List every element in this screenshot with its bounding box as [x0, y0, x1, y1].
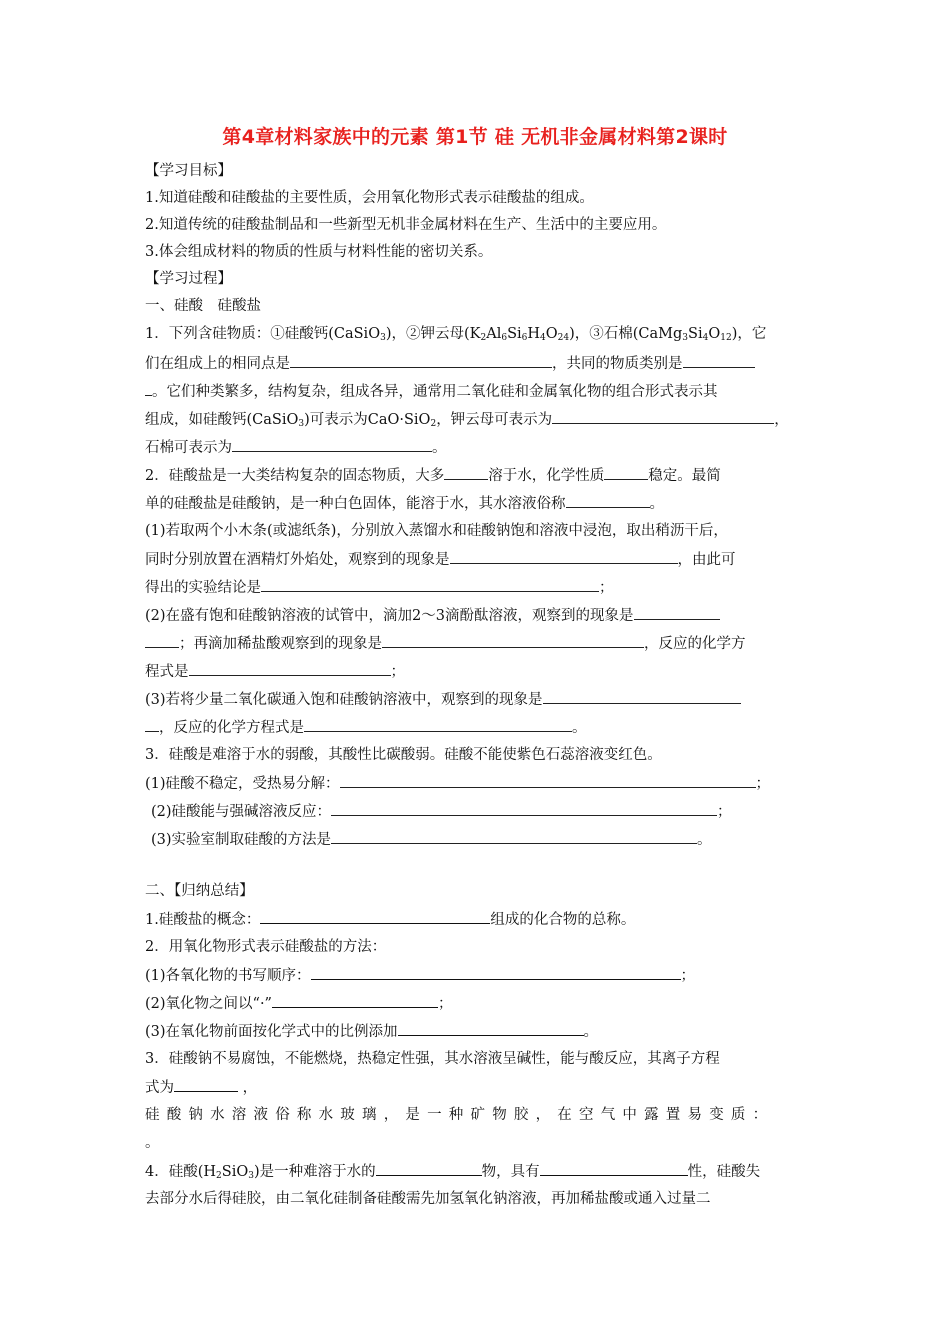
summary-1: 1.硅酸盐的概念： 组成的化合物的总称。 — [145, 909, 635, 930]
answer-blank[interactable] — [145, 633, 179, 648]
summary-3-line-1: 3．硅酸钠不易腐蚀，不能燃烧，热稳定性强，其水溶液呈碱性，能与酸反应，其离子方程 — [145, 1051, 720, 1067]
goals-heading: 【学习目标】 — [145, 163, 232, 179]
answer-blank[interactable] — [566, 493, 650, 508]
goal-item-3: 3.体会组成材料的物质的性质与材料性能的密切关系。 — [145, 244, 493, 260]
q3-part-3: (3)实验室制取硅酸的方法是 。 — [151, 829, 712, 850]
goal-item-1: 1.知道硅酸和硅酸盐的主要性质，会用氧化物形式表示硅酸盐的组成。 — [145, 190, 594, 206]
q2-part-1-line-1: (1)若取两个小木条(或滤纸条)，分别放入蒸馏水和硅酸钠饱和溶液中浸泡，取出稍沥干后， — [145, 523, 728, 539]
answer-blank[interactable] — [444, 465, 488, 480]
q2-part-2-line-2: ；再滴加稀盐酸观察到的现象是 ，反应的化学方 — [145, 633, 746, 654]
summary-3-line-4: 。 — [145, 1135, 160, 1151]
summary-4-line-2: 去部分水后得硅胶，由二氧化硅制备硅酸需先加氢氧化钠溶液，再加稀盐酸或通入过量二 — [145, 1191, 711, 1207]
answer-blank[interactable] — [340, 773, 756, 788]
answer-blank[interactable] — [232, 437, 432, 452]
answer-blank[interactable] — [331, 801, 717, 816]
goal-item-2: 2.知道传统的硅酸盐制品和一些新型无机非金属材料在生产、生活中的主要应用。 — [145, 217, 667, 233]
answer-blank[interactable] — [311, 965, 681, 980]
q1-line-5: 石棉可表示为 。 — [145, 437, 447, 458]
q1-line-4: 组成，如硅酸钙(CaSiO$_3$)可表示为CaO·SiO$_2$，钾云母可表示为 ， — [145, 409, 789, 430]
summary-2: 2．用氧化物形式表示硅酸盐的方法： — [145, 939, 387, 955]
summary-2-part-2: (2)氧化物之间以“·” ； — [145, 993, 452, 1014]
answer-blank[interactable] — [145, 381, 152, 396]
answer-blank[interactable] — [290, 353, 552, 368]
q3-line-1: 3．硅酸是难溶于水的弱酸，其酸性比碳酸弱。硅酸不能使紫色石蕊溶液变红色。 — [145, 747, 662, 763]
answer-blank[interactable] — [398, 1021, 584, 1036]
summary-heading: 二、【归纳总结】 — [145, 883, 254, 899]
q2-part-2-line-1: (2)在盛有饱和硅酸钠溶液的试管中，滴加2～3滴酚酞溶液，观察到的现象是 — [145, 605, 720, 626]
answer-blank[interactable] — [382, 633, 644, 648]
answer-blank[interactable] — [543, 689, 741, 704]
answer-blank[interactable] — [272, 993, 438, 1008]
q2-part-3-line-2: ，反应的化学方程式是 。 — [145, 717, 587, 738]
summary-2-part-3: (3)在氧化物前面按化学式中的比例添加 。 — [145, 1021, 598, 1042]
answer-blank[interactable] — [540, 1161, 688, 1176]
summary-4-line-1: 4．硅酸$(H_2SiO_3)$是一种难溶于水的 物，具有 性，硅酸失 — [145, 1161, 760, 1182]
summary-3-line-2: 式为 ， — [145, 1077, 257, 1098]
answer-blank[interactable] — [145, 717, 159, 732]
q1-line-2: 们在组成上的相同点是 ，共同的物质类别是 — [145, 353, 755, 374]
q2-part-2-line-3: 程式是 ； — [145, 661, 405, 682]
q3-part-1: (1)硅酸不稳定，受热易分解： ； — [145, 773, 770, 794]
answer-blank[interactable] — [261, 577, 599, 592]
answer-blank[interactable] — [604, 465, 648, 480]
q1-line-1: 1．下列含硅物质：①硅酸钙(CaSiO$_3$)，②钾云母$(K_2Al_6Si_6H_4O_{24})$，③石棉$(CaMg_3Si_4O_{12})$，它 — [145, 326, 767, 343]
answer-blank[interactable] — [683, 353, 755, 368]
q2-part-3-line-1: (3)若将少量二氧化碳通入饱和硅酸钠溶液中，观察到的现象是 — [145, 689, 741, 710]
process-heading: 【学习过程】 — [145, 271, 232, 287]
summary-2-part-1: (1)各氧化物的书写顺序： ； — [145, 965, 695, 986]
answer-blank[interactable] — [552, 409, 774, 424]
answer-blank[interactable] — [189, 661, 391, 676]
answer-blank[interactable] — [376, 1161, 482, 1176]
q3-part-2: (2)硅酸能与强碱溶液反应： ； — [151, 801, 732, 822]
page-title: 第4章材料家族中的元素 第1节 硅 无机非金属材料第2课时 — [222, 126, 728, 148]
section-1-heading: 一、硅酸 硅酸盐 — [145, 298, 261, 314]
summary-3-line-3: 硅酸钠水溶液俗称水玻璃，是一种矿物胶，在空气中露置易变质： — [145, 1107, 775, 1123]
answer-blank[interactable] — [174, 1077, 238, 1092]
q2-line-2: 单的硅酸盐是硅酸钠，是一种白色固体，能溶于水，其水溶液俗称 。 — [145, 493, 664, 514]
q2-part-1-line-3: 得出的实验结论是 ； — [145, 577, 614, 598]
answer-blank[interactable] — [304, 717, 572, 732]
q2-line-1: 2．硅酸盐是一大类结构复杂的固态物质，大多 溶于水，化学性质 稳定。最简 — [145, 465, 721, 486]
answer-blank[interactable] — [450, 549, 678, 564]
q1-line-3: 。它们种类繁多，结构复杂，组成各异，通常用二氧化硅和金属氧化物的组合形式表示其 — [145, 381, 718, 402]
q2-part-1-line-2: 同时分别放置在酒精灯外焰处，观察到的现象是 ，由此可 — [145, 549, 736, 570]
answer-blank[interactable] — [260, 909, 490, 924]
answer-blank[interactable] — [331, 829, 697, 844]
answer-blank[interactable] — [634, 605, 720, 620]
